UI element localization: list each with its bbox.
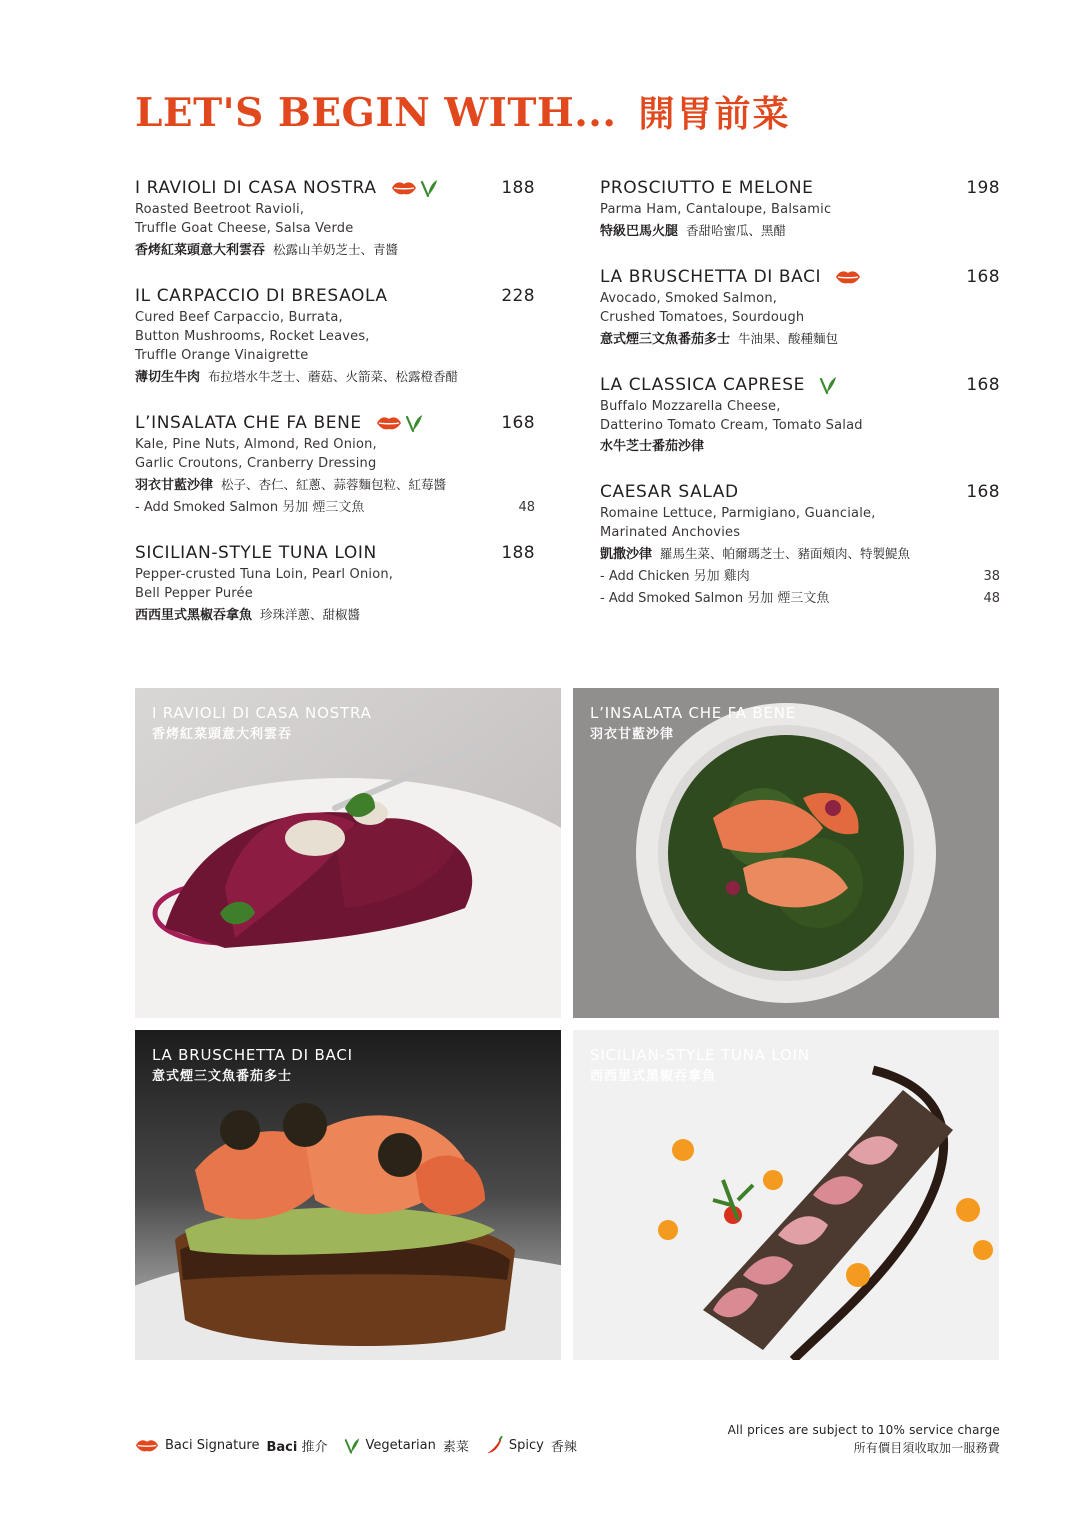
item-addon: - Add Smoked Salmon 另加 煙三文魚 48	[135, 500, 535, 515]
leaf-icon	[405, 413, 423, 433]
menu-item	[135, 284, 535, 389]
item-description: Roasted Beetroot Ravioli, Truffle Goat Cheese, Salsa Verde	[135, 202, 354, 236]
menu-column-left	[135, 176, 535, 649]
item-chinese: 羽衣甘藍沙律 松子、杏仁、紅蔥、蒜蓉麵包粒、紅莓醬	[135, 477, 447, 493]
item-price: 168	[501, 413, 535, 433]
chili-icon	[485, 1436, 503, 1455]
menu-item	[600, 373, 1000, 458]
photo-caption-zh: 意式煙三文魚番茄多士	[152, 1069, 293, 1084]
item-chinese: 薄切生牛肉 布拉塔水牛芝士、蘑菇、火箭菜、松露橙香醋	[135, 369, 459, 385]
item-addon: - Add Smoked Salmon 另加 煙三文魚 48	[600, 591, 1000, 606]
item-price: 228	[501, 286, 535, 306]
item-price: 168	[966, 375, 1000, 395]
item-description: Avocado, Smoked Salmon, Crushed Tomatoes, Sourdough	[600, 291, 805, 325]
legend-signature: Baci Signature Baci 推介	[135, 1436, 328, 1455]
photo-salad	[573, 688, 999, 1018]
photo-bruschetta	[135, 1030, 561, 1360]
item-chinese: 意式煙三文魚番茄多士 牛油果、酸種麵包	[600, 331, 839, 347]
item-chinese: 凱撒沙律 羅馬生菜、帕爾瑪芝士、豬面頰肉、特製鯷魚	[600, 546, 911, 562]
photo-caption-zh: 羽衣甘藍沙律	[590, 727, 675, 742]
item-name: LA CLASSICA CAPRESE	[600, 375, 805, 395]
page-title	[135, 86, 790, 137]
item-price: 188	[501, 178, 535, 198]
item-description: Cured Beef Carpaccio, Burrata, Button Mushrooms, Rocket Leaves, Truffle Orange Vinaigrette	[135, 310, 370, 363]
item-name: CAESAR SALAD	[600, 482, 739, 502]
item-description: Pepper-crusted Tuna Loin, Pearl Onion, Bell Pepper Purée	[135, 567, 394, 601]
item-chinese: 西西里式黑椒吞拿魚 珍珠洋蔥、甜椒醬	[135, 607, 361, 623]
item-chinese: 特級巴馬火腿 香甜哈蜜瓜、黑醋	[600, 223, 787, 239]
menu-item	[135, 411, 535, 519]
legend-spicy: Spicy 香辣	[485, 1436, 577, 1455]
item-name: SICILIAN-STYLE TUNA LOIN	[135, 543, 377, 563]
leaf-icon	[819, 375, 837, 395]
photo-caption-zh: 西西里式黑椒吞拿魚	[590, 1069, 717, 1084]
lips-icon	[135, 1438, 159, 1453]
menu-column-right	[600, 176, 1000, 632]
menu-item	[600, 480, 1000, 610]
leaf-icon	[344, 1436, 360, 1455]
item-price: 198	[966, 178, 1000, 198]
menu-item	[135, 541, 535, 627]
item-description: Buffalo Mozzarella Cheese, Datterino Tomato Cream, Tomato Salad	[600, 399, 863, 433]
photo-caption-en: I RAVIOLI DI CASA NOSTRA	[152, 704, 372, 722]
title-english: LET'S BEGIN WITH...	[135, 90, 617, 136]
photo-ravioli	[135, 688, 561, 1018]
item-description: Romaine Lettuce, Parmigiano, Guanciale, Marinated Anchovies	[600, 506, 876, 540]
lips-icon	[391, 180, 417, 196]
item-addon: - Add Chicken 另加 雞肉 38	[600, 569, 1000, 584]
service-charge-note: All prices are subject to 10% service charge 所有價目須收取加一服務費	[727, 1423, 1000, 1455]
icon-legend	[135, 1436, 593, 1455]
leaf-icon	[420, 178, 438, 198]
legend-vegetarian: Vegetarian 素菜	[344, 1436, 469, 1455]
menu-item	[600, 176, 1000, 243]
photo-caption-en: L’INSALATA CHE FA BENE	[590, 704, 797, 722]
photo-caption-en: SICILIAN-STYLE TUNA LOIN	[590, 1046, 810, 1064]
item-chinese: 香烤紅菜頭意大利雲吞 松露山羊奶芝士、青醬	[135, 242, 399, 258]
title-chinese: 開胃前菜	[638, 94, 791, 135]
item-description: Kale, Pine Nuts, Almond, Red Onion, Garlic Croutons, Cranberry Dressing	[135, 437, 377, 471]
lips-icon	[376, 415, 402, 431]
photo-caption-en: LA BRUSCHETTA DI BACI	[152, 1046, 353, 1064]
photo-caption-zh: 香烤紅菜頭意大利雲吞	[152, 727, 293, 742]
item-chinese: 水牛芝士番茄沙律	[600, 439, 705, 454]
item-description: Parma Ham, Cantaloupe, Balsamic	[600, 202, 832, 217]
item-price: 188	[501, 543, 535, 563]
photo-tuna	[573, 1030, 999, 1360]
item-price: 168	[966, 267, 1000, 287]
item-name: LA BRUSCHETTA DI BACI	[600, 267, 822, 287]
item-name: IL CARPACCIO DI BRESAOLA	[135, 286, 388, 306]
menu-item	[135, 176, 535, 262]
item-name: L’INSALATA CHE FA BENE	[135, 413, 362, 433]
menu-item	[600, 265, 1000, 351]
item-name: I RAVIOLI DI CASA NOSTRA	[135, 178, 377, 198]
item-price: 168	[966, 482, 1000, 502]
item-name: PROSCIUTTO E MELONE	[600, 178, 814, 198]
lips-icon	[835, 269, 861, 285]
